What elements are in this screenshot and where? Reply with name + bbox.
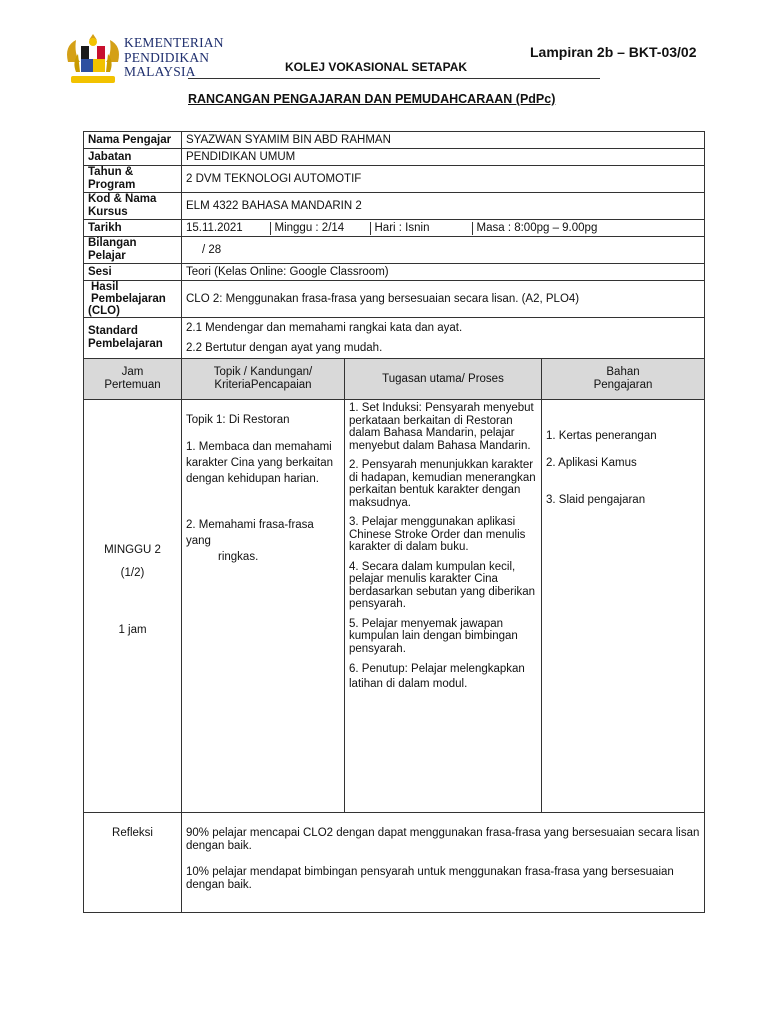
row-kursus (84, 193, 705, 220)
label-clo (84, 281, 182, 318)
lampiran-code: Lampiran 2b – BKT-03/02 (530, 44, 697, 60)
header-divider (188, 78, 600, 79)
ministry-line-2: PENDIDIKAN (124, 49, 210, 65)
col-header-jam-line-2: Pertemuan (104, 379, 161, 391)
refleksi-line-2: 10% pelajar mendapat bimbingan pensyarah untuk menggunakan frasa-frasa yang bersesuaian dengan baik. (186, 866, 674, 891)
topic-title: Topik 1: Di Restoran (186, 414, 290, 426)
material-item-3: 3. Slaid pengajaran (546, 494, 646, 506)
col-header-topik (182, 359, 345, 400)
topic-point-2-line-1: 2. Memahami frasa-frasa yang (186, 519, 314, 547)
label-clo-line-1: Hasil Pembelajaran (91, 281, 166, 305)
session-row (84, 400, 705, 813)
label-program: Tahun & Program (84, 166, 182, 193)
standard-item-2: 2.2 Bertutur dengan ayat yang mudah. (186, 342, 383, 354)
value-kursus: ELM 4322 BAHASA MANDARIN 2 (182, 193, 705, 220)
process-step-6: 6. Penutup: Pelajar melengkapkan latihan di dalam modul. (349, 663, 525, 690)
session-week: MINGGU 2 (104, 544, 161, 556)
ministry-line-3: MALAYSIA (124, 64, 196, 79)
value-bilangan: / 28 (182, 237, 705, 264)
label-standard-line-1: Standard (88, 325, 138, 337)
row-bilangan (84, 237, 705, 264)
col-header-topik-line-1: Topik / Kandungan/ (213, 366, 313, 378)
value-hari: Hari : Isnin (370, 222, 472, 235)
session-topic-cell (182, 400, 345, 813)
label-pengajar: Nama Pengajar (84, 132, 182, 149)
session-time-cell (84, 400, 182, 813)
standard-item-1: 2.1 Mendengar dan memahami rangkai kata dan ayat. (186, 322, 463, 334)
label-bilangan: Bilangan Pelajar (84, 237, 182, 264)
process-step-2: 2. Pensyarah menunjukkan karakter di hadapan, kemudian menerangkan perkaitan bentuk karakter dengan maksudnya. (349, 459, 536, 509)
label-standard-line-2: Pembelajaran (88, 338, 163, 350)
value-program: 2 DVM TEKNOLOGI AUTOMOTIF (182, 166, 705, 193)
col-header-tugasan: Tugasan utama/ Proses (345, 359, 542, 400)
session-process-cell (345, 400, 542, 813)
college-name: KOLEJ VOKASIONAL SETAPAK (285, 60, 468, 74)
col-header-jam-line-1: Jam (121, 366, 144, 378)
column-header-row (84, 359, 705, 400)
value-clo: CLO 2: Menggunakan frasa-frasa yang bersesuaian secara lisan. (A2, PLO4) (182, 281, 705, 318)
refleksi-line-1: 90% pelajar mencapai CLO2 dengan dapat menggunakan frasa-frasa yang bersesuaian secara lisan dengan baik. (186, 827, 700, 852)
session-materials-cell (542, 400, 705, 813)
tarikh-details (182, 220, 705, 237)
row-jabatan (84, 149, 705, 166)
value-standard (182, 318, 705, 359)
refleksi-content (182, 813, 705, 913)
ministry-line-1: KEMENTERIAN (124, 35, 224, 50)
row-sesi (84, 264, 705, 281)
ministry-crest-logo (64, 32, 122, 88)
material-item-1: 1. Kertas penerangan (546, 430, 657, 442)
process-step-1: 1. Set Induksi: Pensyarah menyebut perkataan berkaitan di Restoran dalam Bahasa Mandarin, pelajar menyebut dalam Bahasa Mandarin. (349, 402, 534, 452)
col-header-bahan-line-1: Bahan (606, 366, 640, 378)
topic-point-2 (186, 517, 340, 565)
process-step-5: 5. Pelajar menyemak jawapan kumpulan lain dengan bimbingan pensyarah. (349, 617, 518, 655)
row-pengajar (84, 132, 705, 149)
label-kursus: Kod & Nama Kursus (84, 193, 182, 220)
process-step-4: 4. Secara dalam kumpulan kecil, pelajar menulis karakter Cina berdasarkan sebutan yang diberikan pensyarah. (349, 560, 536, 610)
value-minggu: Minggu : 2/14 (270, 222, 370, 235)
refleksi-row (84, 813, 705, 913)
value-tarikh: 15.11.2021 (186, 221, 243, 234)
col-header-jam (84, 359, 182, 400)
topic-point-1: 1. Membaca dan memahami karakter Cina yang berkaitan dengan kehidupan harian. (186, 441, 334, 485)
value-pengajar: SYAZWAN SYAMIM BIN ABD RAHMAN (182, 132, 705, 149)
document-title: RANCANGAN PENGAJARAN DAN PEMUDAHCARAAN (PdPc) (188, 92, 556, 106)
col-header-bahan (542, 359, 705, 400)
value-sesi: Teori (Kelas Online: Google Classroom) (182, 264, 705, 281)
ministry-name (124, 36, 224, 80)
col-header-topik-line-2: KriteriaPencapaian (214, 379, 312, 391)
label-tarikh: Tarikh (84, 220, 182, 237)
refleksi-label: Refleksi (84, 813, 182, 913)
col-header-bahan-line-2: Pengajaran (593, 379, 653, 391)
value-jabatan: PENDIDIKAN UMUM (182, 149, 705, 166)
row-standard (84, 318, 705, 359)
value-masa: Masa : 8:00pg – 9.00pg (472, 222, 704, 235)
label-standard (84, 318, 182, 359)
row-program (84, 166, 705, 193)
session-duration: 1 jam (118, 624, 147, 636)
topic-point-2-line-2: ringkas. (218, 551, 259, 563)
material-item-2: 2. Aplikasi Kamus (546, 457, 637, 469)
lesson-plan-table (83, 131, 705, 913)
process-step-3: 3. Pelajar menggunakan aplikasi Chinese Stroke Order dan menulis karakter di dalam buku. (349, 516, 526, 553)
label-sesi: Sesi (84, 264, 182, 281)
row-clo (84, 281, 705, 318)
row-tarikh (84, 220, 705, 237)
session-part: (1/2) (120, 567, 145, 579)
label-jabatan: Jabatan (84, 149, 182, 166)
label-clo-line-2: (CLO) (88, 305, 120, 317)
